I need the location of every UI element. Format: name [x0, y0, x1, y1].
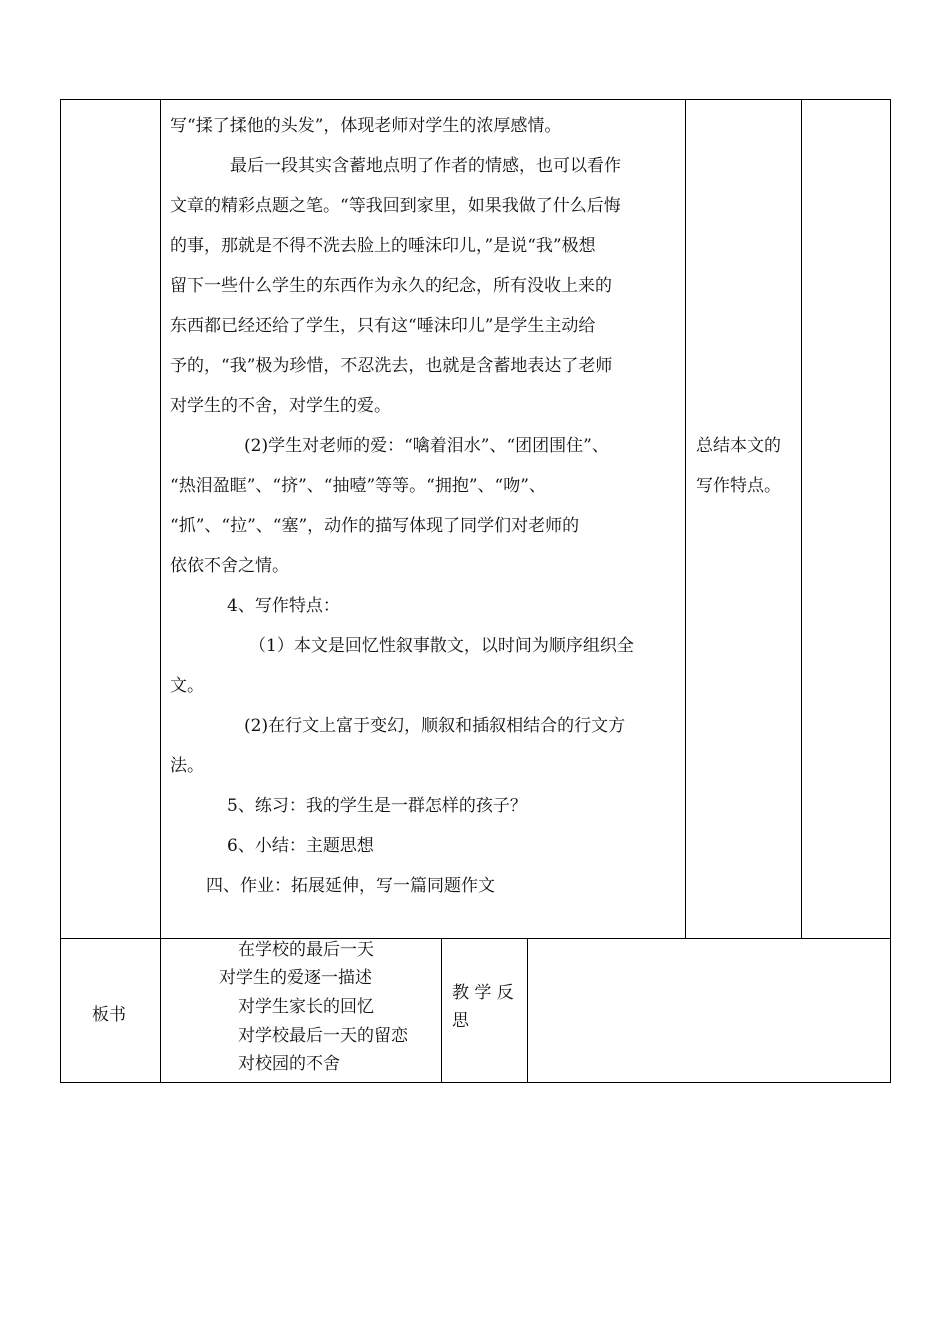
content-line: 最后一段其实含蓄地点明了作者的情感，也可以看作 — [230, 156, 621, 176]
table-left-border — [60, 99, 61, 1083]
content-line: （1）本文是回忆性叙事散文，以时间为顺序组织全 — [249, 636, 634, 656]
board-line: 对校园的不舍 — [238, 1054, 340, 1074]
board-line: 对学生的爱逐一描述 — [219, 968, 372, 988]
content-line: 四、作业：拓展延伸，写一篇同题作文 — [206, 876, 495, 896]
content-line: “热泪盈眶”、“挤”、“抽噎”等等。“拥抱”、“吻”、 — [170, 476, 546, 496]
content-line: 法。 — [170, 756, 204, 776]
reflection-label-line2: 思 — [452, 1011, 469, 1031]
content-line: “抓”、“拉”、“塞”，动作的描写体现了同学们对老师的 — [170, 516, 580, 536]
board-content — [165, 938, 437, 1080]
reflection-content-cell — [528, 939, 890, 1082]
content-line: 写“揉了揉他的头发”，体现老师对学生的浓厚感情。 — [170, 116, 562, 136]
table-top-border — [60, 99, 891, 100]
reflection-label-line1: 教 学 反 — [452, 983, 514, 1003]
table-bottom-border — [60, 1082, 891, 1083]
content-line: 文。 — [170, 676, 204, 696]
content-line: 的事，那就是不得不洗去脸上的唾沫印儿，”是说“我”极想 — [170, 236, 596, 256]
table-col1-border — [160, 99, 161, 1083]
note-line: 写作特点。 — [696, 476, 781, 496]
board-line: 对学校最后一天的留恋 — [238, 1026, 408, 1046]
content-line: 东西都已经还给了学生，只有这“唾沫印儿”是学生主动给 — [170, 316, 596, 336]
board-line: 对学生家长的回忆 — [238, 997, 374, 1017]
content-line: 留下一些什么学生的东西作为永久的纪念，所有没收上来的 — [170, 276, 612, 296]
table-col3-border-top — [801, 99, 802, 939]
content-line: 对学生的不舍，对学生的爱。 — [170, 396, 391, 416]
content-line: 依依不舍之情。 — [170, 556, 289, 576]
note-column — [696, 426, 796, 506]
content-line: (2)学生对老师的爱：“噙着泪水”、“团团围住”、 — [244, 436, 609, 456]
content-line: 6、小结：主题思想 — [227, 836, 374, 856]
content-line: 文章的精彩点题之笔。“等我回到家里，如果我做了什么后悔 — [170, 196, 621, 216]
table-col-board-border — [441, 938, 442, 1083]
content-line: 予的，“我”极为珍惜，不忍洗去，也就是含蓄地表达了老师 — [170, 356, 613, 376]
content-line: 5、练习：我的学生是一群怎样的孩子？ — [227, 796, 527, 816]
main-content — [170, 106, 680, 926]
board-label: 板书 — [92, 1005, 126, 1025]
table-col2-border-top — [685, 99, 686, 939]
content-line: (2)在行文上富于变幻，顺叙和插叙相结合的行文方 — [244, 716, 626, 736]
board-line: 在学校的最后一天 — [238, 940, 374, 960]
content-line: 4、写作特点： — [227, 596, 340, 616]
note-line: 总结本文的 — [696, 436, 781, 456]
table-right-border — [890, 99, 891, 1083]
